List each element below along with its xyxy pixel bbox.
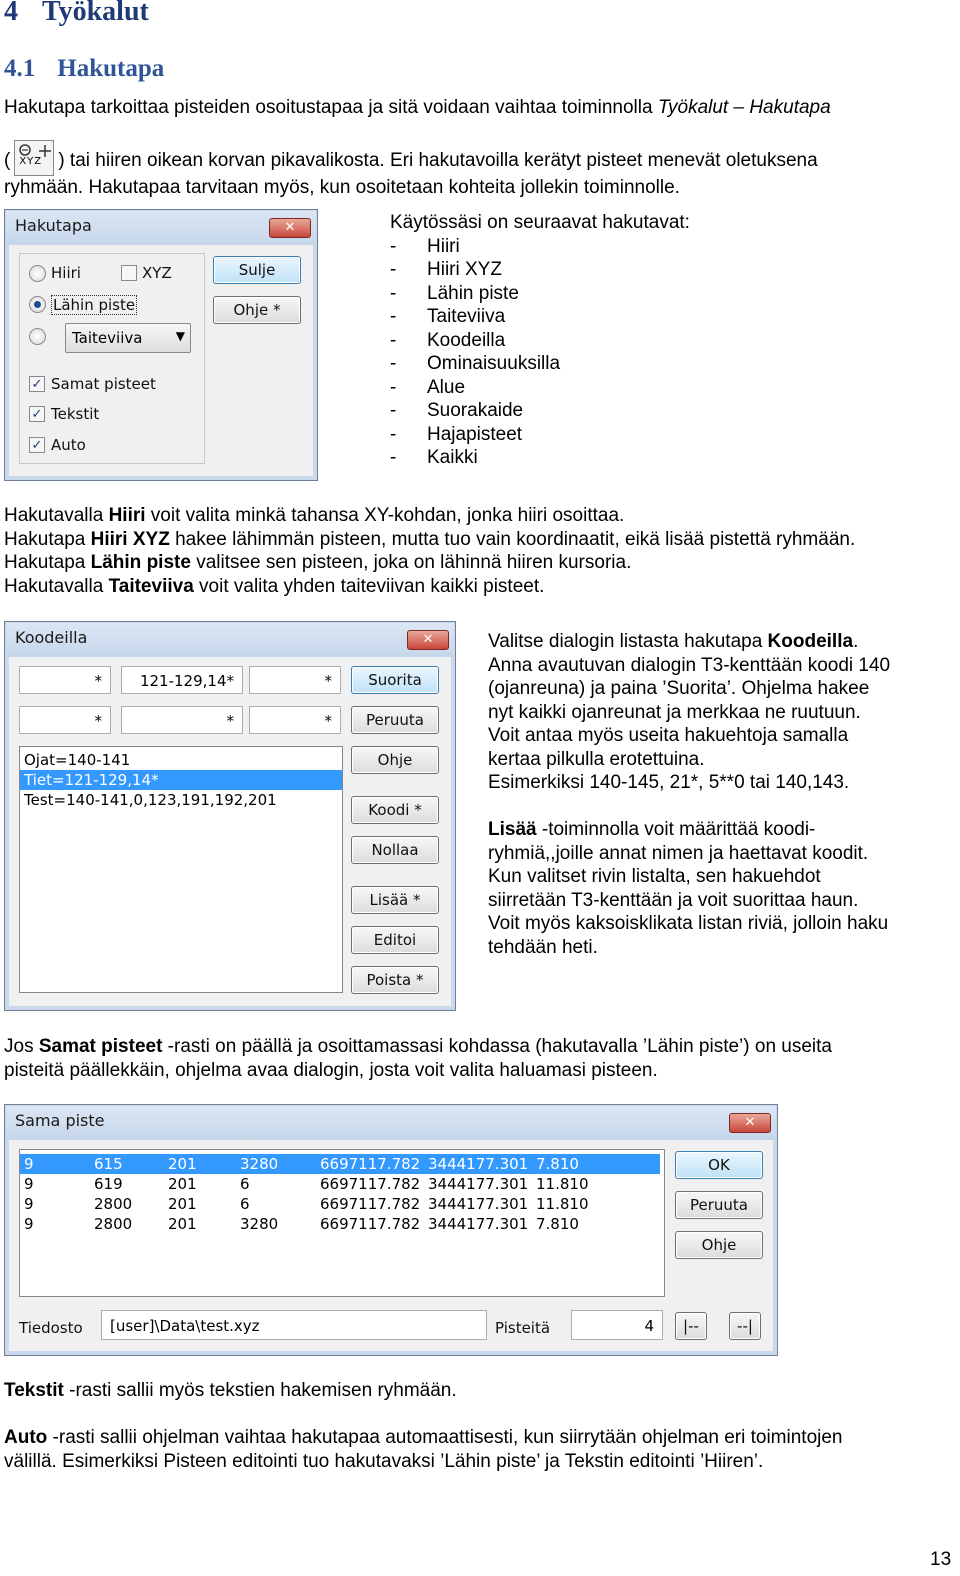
methods-description xyxy=(4,504,855,598)
bold-term: Auto xyxy=(4,1427,48,1448)
count-field[interactable]: 4 xyxy=(571,1310,663,1340)
list-item[interactable]: Test=140-141,0,123,191,192,201 xyxy=(24,791,277,809)
point-cell: 3280 xyxy=(240,1215,279,1233)
text: pisteitä päällekkäin, ohjelma avaa dialogin, josta voit valita haluamasi pisteen. xyxy=(4,1059,658,1081)
radio-lahin-piste-label: Lähin piste xyxy=(53,296,136,314)
dialog-title: Sama piste xyxy=(15,1111,105,1130)
point-cell: 7.810 xyxy=(536,1155,579,1173)
bold-term: Tekstit xyxy=(4,1380,64,1401)
method-name: Hajapisteet xyxy=(427,423,523,445)
method-name: Suorakaide xyxy=(427,400,524,421)
delete-button[interactable]: Poista * xyxy=(351,966,439,994)
code-button[interactable]: Koodi * xyxy=(351,796,439,824)
hakutapa-dropdown[interactable] xyxy=(65,323,191,353)
bold-term: Lisää xyxy=(488,819,537,840)
list-dash: - xyxy=(390,235,397,257)
list-dash: - xyxy=(390,259,397,280)
point-row-selected[interactable] xyxy=(20,1154,660,1174)
list-dash: - xyxy=(390,353,397,374)
text: tehdään heti. xyxy=(488,936,598,958)
list-dash: - xyxy=(390,423,397,445)
method-name: Lähin piste xyxy=(427,282,519,304)
add-button[interactable]: Lisää * xyxy=(351,886,439,914)
chapter-title: Työkalut xyxy=(42,0,149,27)
point-row[interactable] xyxy=(20,1214,664,1234)
code-group-list[interactable] xyxy=(19,746,343,993)
dropdown-value: Taiteviiva xyxy=(72,329,143,347)
intro-text-3: ryhmään. Hakutapaa tarvitaan myös, kun osoitetaan kohteita jollekin toiminnolle. xyxy=(4,176,680,198)
point-cell: 3444177.301 xyxy=(428,1215,529,1233)
method-name: Hiiri xyxy=(427,235,460,257)
method-list-item xyxy=(390,235,690,259)
method-list-item xyxy=(390,329,690,353)
radio-hiiri-label: Hiiri xyxy=(51,264,81,282)
help-button[interactable]: Ohje xyxy=(675,1231,763,1259)
text: kertaa pilkulla erotettuina. xyxy=(488,748,705,770)
code-field-5[interactable]: * xyxy=(121,706,243,734)
point-cell: 3444177.301 xyxy=(428,1155,529,1173)
title-bar xyxy=(6,1106,776,1140)
menu-path: Työkalut – Hakutapa xyxy=(657,97,831,118)
samat-pisteet-description xyxy=(4,1035,832,1082)
point-cell: 6697117.782 xyxy=(320,1155,421,1173)
point-cell: 2800 xyxy=(94,1215,133,1233)
method-name: Kaikki xyxy=(427,447,478,468)
code-field-6[interactable]: * xyxy=(249,706,341,734)
point-cell: 11.810 xyxy=(536,1175,589,1193)
text: Hakutavalla xyxy=(4,505,109,526)
method-list-item xyxy=(390,282,690,306)
method-name: Koodeilla xyxy=(427,329,506,351)
point-cell: 2800 xyxy=(94,1195,133,1213)
bold-term: Hiiri xyxy=(108,505,146,526)
bold-term: Hiiri XYZ xyxy=(90,528,170,550)
checkbox-xyz[interactable] xyxy=(121,265,137,281)
point-cell: 201 xyxy=(168,1175,197,1193)
intro-text: Hakutapa tarkoittaa pisteiden osoitustapaa ja sitä voidaan vaihtaa toiminnolla xyxy=(4,97,658,118)
last-button[interactable]: --| xyxy=(729,1312,761,1340)
point-cell: 6697117.782 xyxy=(320,1215,421,1233)
methods-intro: Käytössäsi on seuraavat hakutavat: xyxy=(390,212,690,233)
cancel-button[interactable]: Peruuta xyxy=(675,1191,763,1219)
text: . xyxy=(853,631,859,652)
point-cell: 615 xyxy=(94,1155,123,1173)
text: Hakutapa xyxy=(4,552,91,573)
count-label: Pisteitä xyxy=(495,1319,551,1337)
point-cell: 3280 xyxy=(240,1155,279,1173)
chevron-down-icon: ▼ xyxy=(175,329,185,343)
list-item-selected[interactable]: Tiet=121-129,14* xyxy=(20,770,342,790)
method-name: Alue xyxy=(427,376,466,398)
text: Kun valitset rivin listalta, sen hakuehdot xyxy=(488,866,821,887)
checkbox-tekstit[interactable]: ✓ xyxy=(29,406,45,422)
points-list[interactable] xyxy=(19,1149,665,1297)
intro-paragraph xyxy=(4,96,831,199)
code-field-3[interactable]: * xyxy=(249,666,341,694)
checkbox-samat-pisteet-label: Samat pisteet xyxy=(51,375,156,393)
text: nyt kaikki ojanreunat ja merkkaa ne ruutuun. xyxy=(488,701,861,723)
text: Hakutapa xyxy=(4,528,91,550)
method-list-item xyxy=(390,423,690,447)
text: (ojanreuna) ja paina ’Suorita’. Ohjelma hakee xyxy=(488,678,870,699)
method-list-item xyxy=(390,446,690,470)
point-cell: 201 xyxy=(168,1155,197,1173)
code-field-t3[interactable]: 121-129,14* xyxy=(121,666,243,694)
checkbox-xyz-label: XYZ xyxy=(142,264,172,282)
chapter-heading xyxy=(4,0,149,28)
list-dash: - xyxy=(390,376,397,398)
methods-list xyxy=(390,211,690,470)
close-button[interactable]: ✕ xyxy=(729,1113,771,1133)
point-cell: 3444177.301 xyxy=(428,1175,529,1193)
file-label: Tiedosto xyxy=(19,1319,83,1337)
icon-label: XYZ xyxy=(19,156,43,167)
radio-hiiri[interactable] xyxy=(29,265,46,282)
point-cell: 9 xyxy=(24,1175,34,1193)
method-list-item xyxy=(390,352,690,376)
list-dash: - xyxy=(390,282,397,304)
section-number: 4.1 xyxy=(4,55,36,82)
paren-open: ( xyxy=(4,149,11,171)
help-button[interactable]: Ohje xyxy=(351,746,439,774)
method-name: Ominaisuuksilla xyxy=(427,353,561,374)
checkbox-auto-label: Auto xyxy=(51,436,86,454)
text: Voit antaa myös useita hakuehtoja samalla xyxy=(488,725,849,746)
close-button[interactable]: ✕ xyxy=(269,218,311,238)
chapter-number: 4 xyxy=(4,0,18,27)
section-title: Hakutapa xyxy=(57,55,165,82)
first-button[interactable]: |-- xyxy=(675,1312,707,1340)
sama-piste-dialog xyxy=(4,1104,778,1356)
dialog-title: Koodeilla xyxy=(15,628,88,647)
method-list-item xyxy=(390,305,690,329)
text: välillä. Esimerkiksi Pisteen editointi tuo hakutavaksi ’Lähin piste’ ja Tekstin editointi ’Hiiren’. xyxy=(4,1450,764,1472)
code-field-4[interactable]: * xyxy=(19,706,111,734)
text: -rasti sallii myös tekstien hakemisen ryhmään. xyxy=(63,1380,457,1401)
bold-term: Lähin piste xyxy=(90,552,191,573)
text: -toiminnolla voit määrittää koodi- xyxy=(536,819,816,840)
text: hakee lähimmän pisteen, mutta tuo vain koordinaatit, eikä lisää pistettä ryhmään. xyxy=(169,528,856,550)
point-cell: 7.810 xyxy=(536,1215,579,1233)
tekstit-description xyxy=(4,1379,457,1403)
checkbox-tekstit-label: Tekstit xyxy=(51,405,100,423)
text: -rasti sallii ohjelman vaihtaa hakutapaa automaattisesti, kun siirrytään ohjelman eri toimintojen xyxy=(47,1427,843,1448)
point-cell: 6697117.782 xyxy=(320,1195,421,1213)
section-heading xyxy=(4,55,164,83)
close-button[interactable]: ✕ xyxy=(407,630,449,650)
text: Anna avautuvan dialogin T3-kenttään koodi 140 xyxy=(488,654,891,676)
text: valitsee sen pisteen, joka on lähinnä hiiren kursoria. xyxy=(190,552,632,573)
dialog-title: Hakutapa xyxy=(15,216,92,235)
text: Esimerkiksi 140-145, 21*, 5**0 tai 140,143. xyxy=(488,772,850,793)
text: Voit myös kaksoisklikata listan riviä, jolloin haku xyxy=(488,913,889,934)
point-cell: 11.810 xyxy=(536,1195,589,1213)
text: siirretään T3-kenttään ja voit suorittaa haun. xyxy=(488,889,859,911)
checkbox-samat-pisteet[interactable]: ✓ xyxy=(29,376,45,392)
method-name: Hiiri XYZ xyxy=(427,259,502,280)
hakutapa-icon xyxy=(14,140,54,176)
list-dash: - xyxy=(390,447,397,468)
bold-term: Koodeilla xyxy=(767,631,854,652)
list-item[interactable]: Ojat=140-141 xyxy=(24,751,131,769)
method-list-item xyxy=(390,376,690,400)
point-cell: 9 xyxy=(24,1215,34,1233)
text: ryhmiä,,joille annat nimen ja haettavat koodit. xyxy=(488,842,869,864)
radio-combo[interactable] xyxy=(29,328,46,345)
auto-description xyxy=(4,1426,843,1473)
point-row[interactable] xyxy=(20,1194,664,1214)
point-cell: 201 xyxy=(168,1215,197,1233)
intro-text-2: ) tai hiiren oikean korvan pikavalikosta. Eri hakutavoilla kerätyt pisteet menevät oletuksena xyxy=(58,149,818,171)
code-field-1[interactable]: * xyxy=(19,666,111,694)
point-cell: 6697117.782 xyxy=(320,1175,421,1193)
point-cell: 3444177.301 xyxy=(428,1195,529,1213)
method-list-item xyxy=(390,258,690,282)
reset-button[interactable]: Nollaa xyxy=(351,836,439,864)
close-dialog-button[interactable]: Sulje xyxy=(213,256,301,284)
method-name: Taiteviiva xyxy=(427,306,506,327)
point-cell: 619 xyxy=(94,1175,123,1193)
text: voit valita yhden taiteviivan kaikki pisteet. xyxy=(193,575,545,597)
cancel-button[interactable]: Peruuta xyxy=(351,706,439,734)
text: voit valita minkä tahansa XY-kohdan, jonka hiiri osoittaa. xyxy=(145,505,625,526)
method-list-item xyxy=(390,399,690,423)
lisaa-description xyxy=(488,818,925,959)
koodeilla-dialog xyxy=(4,621,456,1011)
point-row[interactable] xyxy=(20,1174,664,1194)
help-button[interactable]: Ohje * xyxy=(213,296,301,324)
file-field[interactable]: [user]\Data\test.xyz xyxy=(101,1310,487,1340)
list-dash: - xyxy=(390,400,397,421)
checkbox-auto[interactable]: ✓ xyxy=(29,437,45,453)
page-number: 13 xyxy=(930,1549,952,1570)
text: Valitse dialogin listasta hakutapa xyxy=(488,631,768,652)
radio-lahin-piste[interactable] xyxy=(29,296,46,313)
text: Hakutavalla xyxy=(4,575,109,597)
point-cell: 6 xyxy=(240,1175,250,1193)
bold-term: Samat pisteet xyxy=(38,1036,163,1057)
ok-button[interactable]: OK xyxy=(675,1151,763,1179)
edit-button[interactable]: Editoi xyxy=(351,926,439,954)
run-button[interactable]: Suorita xyxy=(351,666,439,694)
text: Jos xyxy=(4,1036,39,1057)
point-cell: 9 xyxy=(24,1155,34,1173)
point-cell: 201 xyxy=(168,1195,197,1213)
point-cell: 9 xyxy=(24,1195,34,1213)
point-cell: 6 xyxy=(240,1195,250,1213)
bold-term: Taiteviiva xyxy=(108,575,194,597)
list-dash: - xyxy=(390,329,397,351)
list-dash: - xyxy=(390,306,397,327)
text: -rasti on päällä ja osoittamassasi kohdassa (hakutavalla ’Lähin piste’) on useita xyxy=(162,1036,832,1057)
hakutapa-dialog xyxy=(4,209,318,481)
koodeilla-description xyxy=(488,630,890,795)
options-panel xyxy=(19,253,205,464)
